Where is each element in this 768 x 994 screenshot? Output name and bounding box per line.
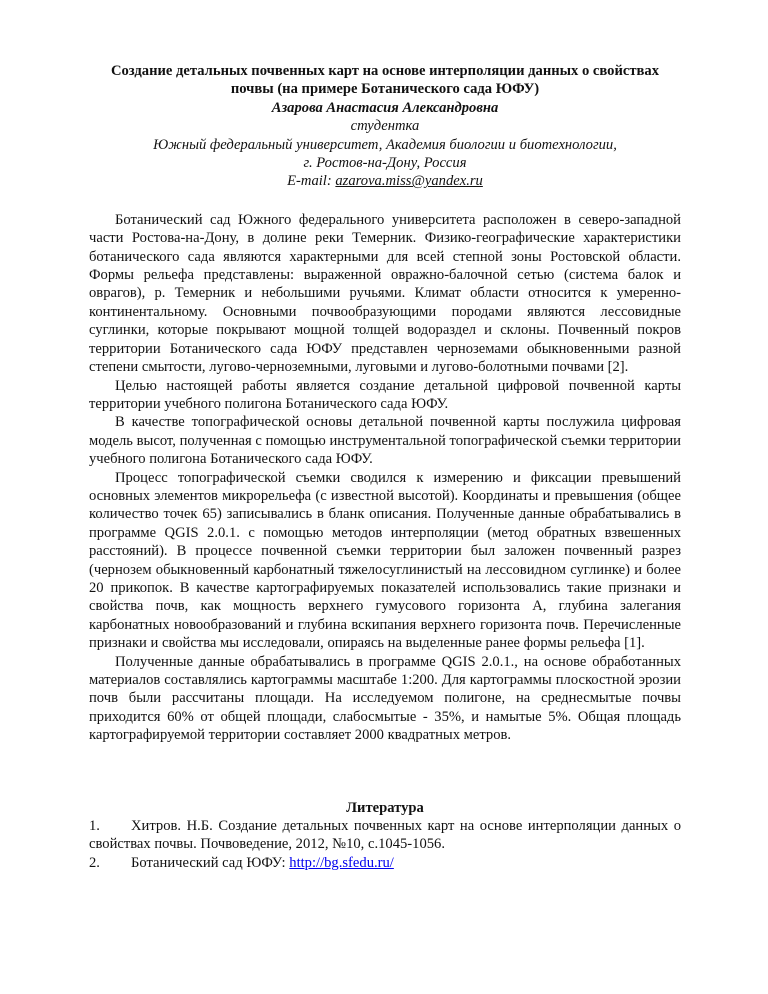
reference-item-1 [89,817,681,854]
author-status: студентка [350,118,420,135]
author-name: Азарова Анастасия Александровна [271,99,499,116]
paragraph-goal: Целью настоящей работы является создание детальной цифровой почвенной карты территории учебного полигона Ботанического сада ЮФУ. [89,377,681,412]
reference-text: Ботанический сад ЮФУ: [131,854,290,871]
email-link[interactable]: azarova.miss@yandex.ru [335,173,483,190]
paragraph-topographic-basis: В качестве топографической основы детальной почвенной карты послужила цифровая модель высот, полученная с помощью инструментальной топографической съемки территории учебного полигона Ботанического сада ЮФУ. [89,414,681,468]
reference-item-2 [89,854,681,872]
article-title: Создание детальных почвенных карт на основе интерполяции данных о свойствах почвы (на примере Ботанического сада ЮФУ) [110,63,660,98]
author-email-line [89,172,681,190]
paragraph-survey-process: Процесс топографической съемки сводился к измерению и фиксации превышений основных элементов микрорельефа (с известной высотой). Координаты и превышения (общее количество точек 65) записывались в бланк описания. Полученные данные обрабатывались в программе QGIS 2.0.1. с помощью методов интерполяции (метод обратных взвешенных расстояний). В процессе почвенной съемки территории был заложен почвенный разрез (чернозем обыкновенный карбонатный тяжелосуглинистый на лессовидном суглинке) и более 20 прикопок. В качестве картографируемых показателей использовались такие признаки и свойства почв, как мощность верхнего гумусового горизонта А, глубина залегания карбонатных новообразований и глубина вскипания верхнего горизонта почв. Перечисленные признаки и свойства мы исследовали, опираясь на выделенные ранее формы рельефа [1]. [89,469,681,652]
author-city: г. Ростов-на-Дону, Россия [303,155,467,172]
author-affiliation: Южный федеральный университет, Академия биологии и биотехнологии, [153,136,617,153]
article-header [89,62,681,191]
email-prefix: E-mail: [287,173,336,190]
reference-link[interactable]: http://bg.sfedu.ru/ [289,854,394,871]
article-body [89,211,681,745]
document-page [89,62,681,872]
paragraph-results: Полученные данные обрабатывались в программе QGIS 2.0.1., на основе обработанных материалов составлялись картограммы масштабе 1:200. Для картограммы плоскостной эрозии почв были рассчитаны площади. На исследуемом полигоне, на среднесмытые почвы приходится 60% от общей площади, слабосмытые - 35%, и намытые 5%. Общая площадь картографируемой территории составляет 2000 квадратных метров. [89,653,681,744]
paragraph-intro: Ботанический сад Южного федерального университета расположен в северо-западной части Ростова-на-Дону, в долине реки Темерник. Физико-географические характеристики ботанического сада являются характерными для всей степной зоны Ростовской области. Формы рельефа представлены: выраженной овражно-балочной сетью (система балок и оврагов), р. Темерник и небольшими ручьями. Климат области относится к умеренно-континентальному. Основными почвообразующими породами являются лессовидные суглинки, которые покрывают мощной толщей водораздел и склоны. Почвенный покров территории Ботанического сада ЮФУ представлен черноземами обыкновенными разной степени смытости, лугово-черноземными, луговыми и лугово-болотными почвами [2]. [89,211,681,376]
references-heading: Литература [346,799,424,816]
reference-number: 1. [89,818,100,835]
references-section [89,799,681,873]
reference-number: 2. [89,854,100,871]
reference-text: Хитров. Н.Б. Создание детальных почвенных карт на основе интерполяции данных о свойствах почвы. Почвоведение, 2012, №10, с.1045-1056. [89,818,681,853]
